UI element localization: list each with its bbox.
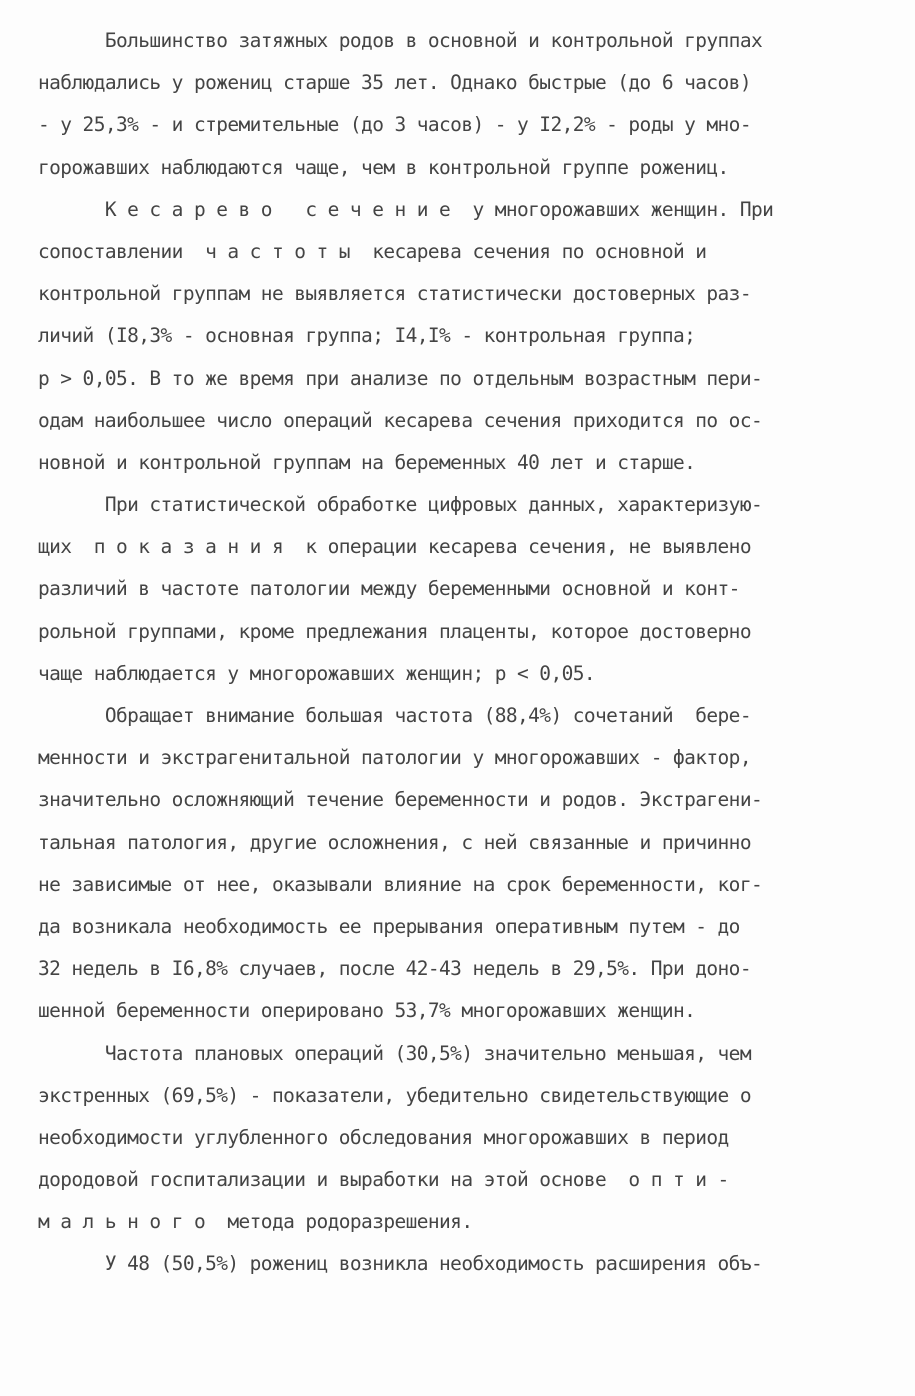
text-line: шенной беременности оперировано 53,7% многорожавших женщин. — [38, 999, 696, 1023]
text-line: Большинство затяжных родов в основной и контрольной группах — [38, 29, 763, 52]
text-line: необходимости углубленного обследования многорожавших в период — [38, 1125, 729, 1149]
text-line: рольной группами, кроме предлежания плаценты, которое достоверно — [38, 619, 751, 643]
text-line: p > 0,05. В то же время при анализе по отдельным возрастным пери- — [38, 366, 763, 390]
text-line: менности и экстрагенитальной патологии у многорожавших - фактор, — [38, 746, 751, 770]
text-line: экстренных (69,5%) - показатели, убедительно свидетельствующие о — [38, 1083, 751, 1107]
text-line: К е с а р е в о с е ч е н и е у многорожавших женщин. При — [38, 197, 774, 221]
text-line: - у 25,3% - и стремительные (до 3 часов) - у I2,2% - роды у мно- — [38, 113, 751, 137]
text-line: Частота плановых операций (30,5%) значительно меньшая, чем — [38, 1041, 751, 1065]
text-line: личий (I8,3% - основная группа; I4,I% - контрольная группа; — [38, 324, 696, 348]
text-line: не зависимые от нее, оказывали влияние на срок беременности, ког- — [38, 872, 763, 896]
text-line: новной и контрольной группам на беременных 40 лет и старше. — [38, 450, 696, 474]
body-text — [38, 20, 878, 1286]
text-line: одам наибольшее число операций кесарева сечения приходится по ос- — [38, 408, 763, 432]
text-line: чаще наблюдается у многорожавших женщин; p < 0,05. — [38, 661, 595, 685]
text-line: значительно осложняющий течение беременности и родов. Экстрагени- — [38, 788, 763, 812]
text-line: наблюдались у рожениц старше 35 лет. Однако быстрые (до 6 часов) — [38, 71, 751, 95]
text-line: 32 недель в I6,8% случаев, после 42-43 недель в 29,5%. При доно- — [38, 957, 751, 981]
text-line: горожавших наблюдаются чаще, чем в контрольной группе рожениц. — [38, 155, 729, 179]
text-line: При статистической обработке цифровых данных, характеризую- — [38, 493, 763, 517]
text-line: Обращает внимание большая частота (88,4%) сочетаний бере- — [38, 704, 751, 727]
text-line: различий в частоте патологии между беременными основной и конт- — [38, 577, 740, 601]
text-line: дородовой госпитализации и выработки на этой основе о п т и - — [38, 1168, 729, 1192]
text-line: щих п о к а з а н и я к операции кесарева сечения, не выявлено — [38, 535, 751, 559]
text-line: да возникала необходимость ее прерывания оперативным путем - до — [38, 914, 740, 938]
text-line: У 48 (50,5%) рожениц возникла необходимость расширения объ- — [38, 1252, 763, 1276]
text-line: сопоставлении ч а с т о т ы кесарева сечения по основной и — [38, 239, 707, 263]
text-line: тальная патология, другие осложнения, с ней связанные и причинно — [38, 830, 751, 854]
text-line: м а л ь н о г о метода родоразрешения. — [38, 1210, 473, 1234]
text-line: контрольной группам не выявляется статистически достоверных раз- — [38, 282, 751, 306]
